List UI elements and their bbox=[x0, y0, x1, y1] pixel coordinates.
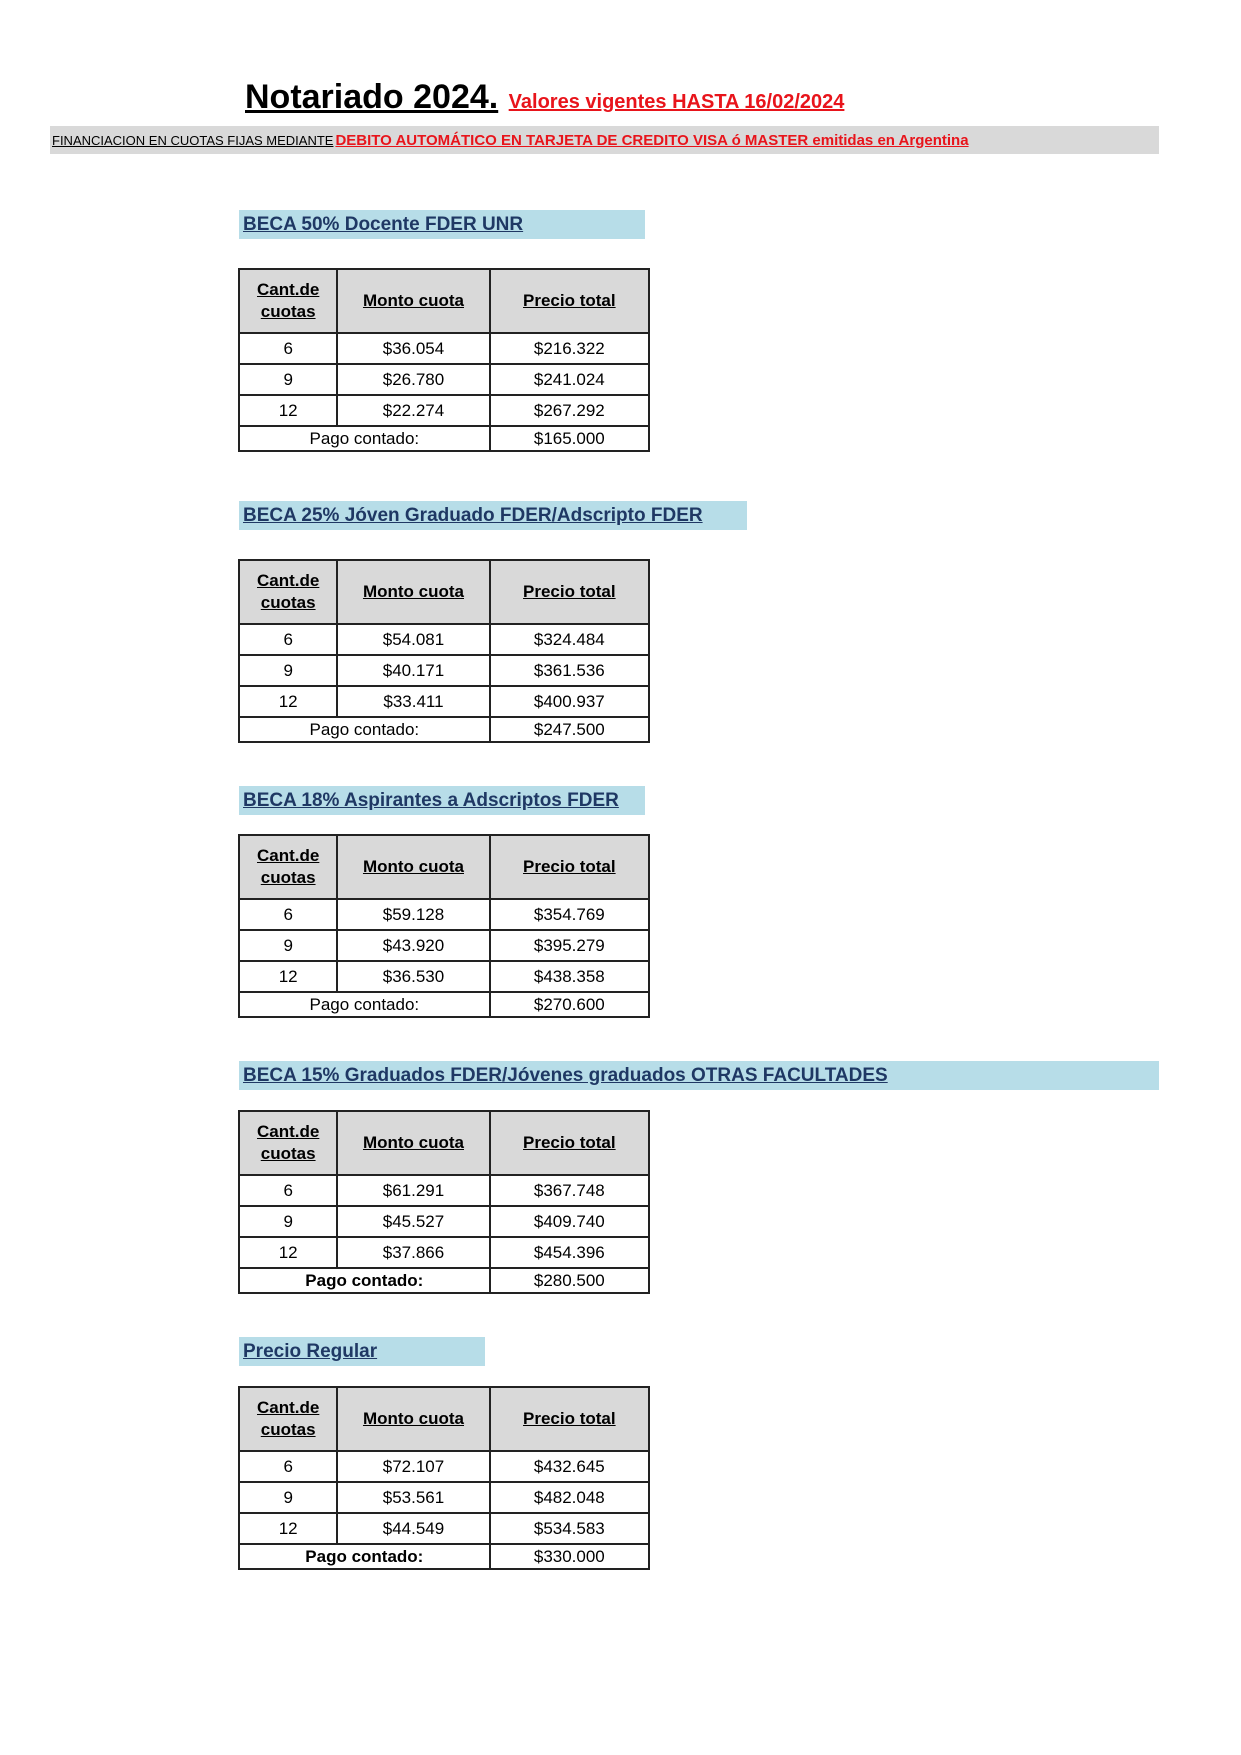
contado-row bbox=[239, 1268, 649, 1293]
table-row bbox=[239, 655, 649, 686]
column-header-cuotas: Cant.de cuotas bbox=[239, 1387, 337, 1451]
contado-value: $330.000 bbox=[490, 1544, 649, 1569]
contado-row bbox=[239, 717, 649, 742]
section-title-beca-25: BECA 25% Jóven Graduado FDER/Adscripto FDER bbox=[239, 501, 747, 530]
cell-monto: $37.866 bbox=[337, 1237, 489, 1268]
cell-monto: $33.411 bbox=[337, 686, 489, 717]
cell-monto: $59.128 bbox=[337, 899, 489, 930]
table-row bbox=[239, 1451, 649, 1482]
contado-row bbox=[239, 992, 649, 1017]
price-table-beca-15 bbox=[238, 1110, 650, 1294]
table-header-row bbox=[239, 269, 649, 333]
cell-cuotas: 6 bbox=[239, 1175, 337, 1206]
cell-total: $432.645 bbox=[490, 1451, 649, 1482]
column-header-total: Precio total bbox=[490, 835, 649, 899]
cell-monto: $61.291 bbox=[337, 1175, 489, 1206]
cell-total: $241.024 bbox=[490, 364, 649, 395]
cell-total: $367.748 bbox=[490, 1175, 649, 1206]
contado-row bbox=[239, 1544, 649, 1569]
price-table-regular bbox=[238, 1386, 650, 1570]
cell-total: $409.740 bbox=[490, 1206, 649, 1237]
table-row bbox=[239, 1175, 649, 1206]
cell-total: $454.396 bbox=[490, 1237, 649, 1268]
cell-total: $534.583 bbox=[490, 1513, 649, 1544]
cell-total: $400.937 bbox=[490, 686, 649, 717]
cell-cuotas: 9 bbox=[239, 364, 337, 395]
cell-total: $395.279 bbox=[490, 930, 649, 961]
column-header-total: Precio total bbox=[490, 269, 649, 333]
contado-label: Pago contado: bbox=[239, 717, 490, 742]
cell-cuotas: 6 bbox=[239, 1451, 337, 1482]
column-header-monto: Monto cuota bbox=[337, 835, 489, 899]
table-row bbox=[239, 395, 649, 426]
table-row bbox=[239, 961, 649, 992]
table-header-row bbox=[239, 835, 649, 899]
contado-value: $270.600 bbox=[490, 992, 649, 1017]
contado-label: Pago contado: bbox=[239, 426, 490, 451]
contado-label: Pago contado: bbox=[239, 992, 490, 1017]
table-header-row bbox=[239, 1387, 649, 1451]
cell-total: $354.769 bbox=[490, 899, 649, 930]
contado-value: $247.500 bbox=[490, 717, 649, 742]
contado-row bbox=[239, 426, 649, 451]
column-header-cuotas: Cant.de cuotas bbox=[239, 835, 337, 899]
section-title-beca-15: BECA 15% Graduados FDER/Jóvenes graduados OTRAS FACULTADES bbox=[239, 1061, 1159, 1090]
table-row bbox=[239, 624, 649, 655]
cell-monto: $36.054 bbox=[337, 333, 489, 364]
page-title: Notariado 2024. bbox=[245, 78, 499, 116]
financing-banner bbox=[50, 126, 1159, 154]
cell-monto: $26.780 bbox=[337, 364, 489, 395]
cell-monto: $54.081 bbox=[337, 624, 489, 655]
cell-monto: $22.274 bbox=[337, 395, 489, 426]
section-title-beca-18: BECA 18% Aspirantes a Adscriptos FDER bbox=[239, 786, 645, 815]
price-table-beca-25 bbox=[238, 559, 650, 743]
cell-cuotas: 6 bbox=[239, 899, 337, 930]
cell-total: $324.484 bbox=[490, 624, 649, 655]
cell-cuotas: 9 bbox=[239, 1482, 337, 1513]
column-header-monto: Monto cuota bbox=[337, 560, 489, 624]
table-row bbox=[239, 1206, 649, 1237]
cell-cuotas: 12 bbox=[239, 961, 337, 992]
table-row bbox=[239, 686, 649, 717]
price-table-beca-18 bbox=[238, 834, 650, 1018]
cell-monto: $40.171 bbox=[337, 655, 489, 686]
cell-monto: $43.920 bbox=[337, 930, 489, 961]
cell-cuotas: 12 bbox=[239, 686, 337, 717]
table-header-row bbox=[239, 1111, 649, 1175]
column-header-monto: Monto cuota bbox=[337, 269, 489, 333]
financing-highlight: DEBITO AUTOMÁTICO EN TARJETA DE CREDITO VISA ó MASTER emitidas en Argentina bbox=[335, 131, 969, 149]
section-title-precio-regular: Precio Regular bbox=[239, 1337, 485, 1366]
column-header-total: Precio total bbox=[490, 1111, 649, 1175]
table-row bbox=[239, 364, 649, 395]
table-header-row bbox=[239, 560, 649, 624]
cell-total: $267.292 bbox=[490, 395, 649, 426]
contado-label: Pago contado: bbox=[239, 1268, 490, 1293]
column-header-total: Precio total bbox=[490, 560, 649, 624]
cell-total: $361.536 bbox=[490, 655, 649, 686]
cell-cuotas: 12 bbox=[239, 1513, 337, 1544]
cell-monto: $53.561 bbox=[337, 1482, 489, 1513]
cell-total: $482.048 bbox=[490, 1482, 649, 1513]
cell-cuotas: 12 bbox=[239, 395, 337, 426]
table-row bbox=[239, 1237, 649, 1268]
section-title-beca-50: BECA 50% Docente FDER UNR bbox=[239, 210, 645, 239]
column-header-monto: Monto cuota bbox=[337, 1111, 489, 1175]
cell-monto: $36.530 bbox=[337, 961, 489, 992]
cell-monto: $44.549 bbox=[337, 1513, 489, 1544]
column-header-cuotas: Cant.de cuotas bbox=[239, 269, 337, 333]
validity-subtitle: Valores vigentes HASTA 16/02/2024 bbox=[508, 91, 845, 113]
cell-total: $216.322 bbox=[490, 333, 649, 364]
cell-cuotas: 6 bbox=[239, 624, 337, 655]
table-row bbox=[239, 930, 649, 961]
cell-monto: $72.107 bbox=[337, 1451, 489, 1482]
column-header-cuotas: Cant.de cuotas bbox=[239, 560, 337, 624]
column-header-total: Precio total bbox=[490, 1387, 649, 1451]
cell-cuotas: 9 bbox=[239, 1206, 337, 1237]
table-row bbox=[239, 1513, 649, 1544]
table-row bbox=[239, 899, 649, 930]
table-row bbox=[239, 333, 649, 364]
financing-prefix: FINANCIACION EN CUOTAS FIJAS MEDIANTE bbox=[52, 132, 334, 148]
cell-cuotas: 6 bbox=[239, 333, 337, 364]
cell-monto: $45.527 bbox=[337, 1206, 489, 1237]
cell-cuotas: 9 bbox=[239, 930, 337, 961]
column-header-cuotas: Cant.de cuotas bbox=[239, 1111, 337, 1175]
cell-total: $438.358 bbox=[490, 961, 649, 992]
contado-label: Pago contado: bbox=[239, 1544, 490, 1569]
table-row bbox=[239, 1482, 649, 1513]
contado-value: $165.000 bbox=[490, 426, 649, 451]
cell-cuotas: 9 bbox=[239, 655, 337, 686]
contado-value: $280.500 bbox=[490, 1268, 649, 1293]
page-header bbox=[245, 78, 844, 117]
column-header-monto: Monto cuota bbox=[337, 1387, 489, 1451]
price-table-beca-50 bbox=[238, 268, 650, 452]
cell-cuotas: 12 bbox=[239, 1237, 337, 1268]
